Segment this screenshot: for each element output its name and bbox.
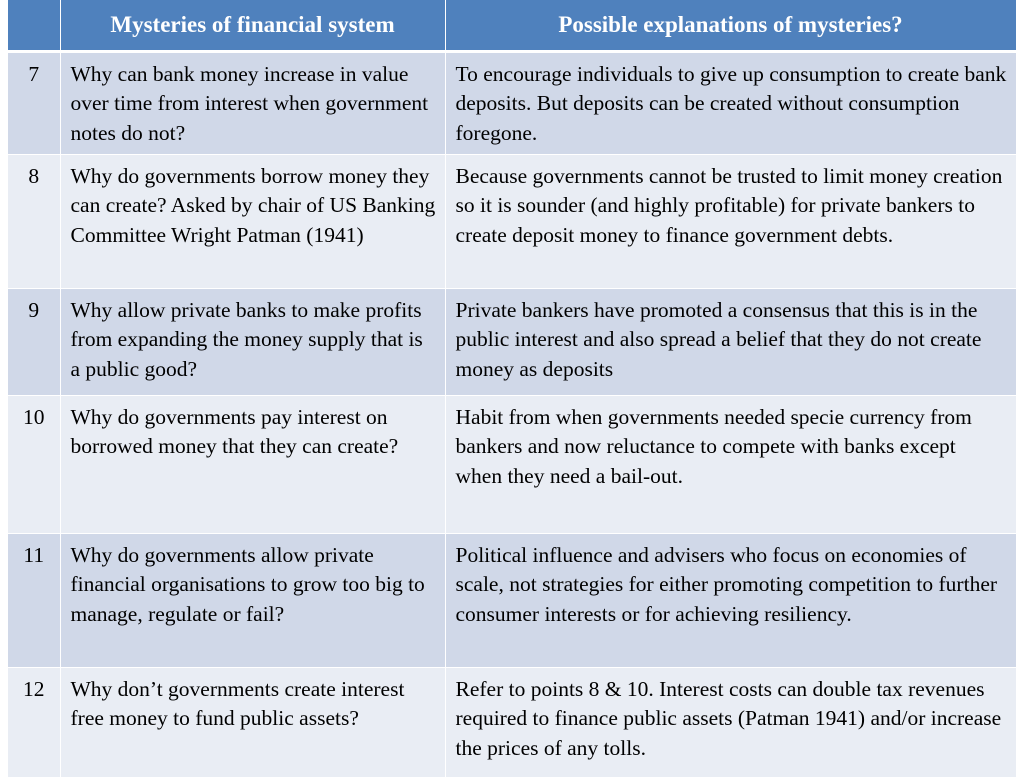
mystery-explanation: Refer to points 8 & 10. Interest costs can double tax revenues required to finance public assets (Patman 1941) and/or increase the prices of any tolls. [445,667,1016,777]
mystery-question: Why can bank money increase in value over time from interest when government notes do not? [60,51,445,154]
mysteries-table [8,0,1017,778]
table-row [8,395,1016,533]
table-row [8,288,1016,395]
header-row [8,0,1016,51]
mystery-explanation: Habit from when governments needed specie currency from bankers and now reluctance to compete with banks except when they need a bail-out. [445,395,1016,533]
mystery-explanation: Because governments cannot be trusted to limit money creation so it is sounder (and highly profitable) for private bankers to create deposit money to finance government debts. [445,154,1016,288]
header-explanations: Possible explanations of mysteries? [445,0,1016,51]
header-mysteries: Mysteries of financial system [60,0,445,51]
row-number: 10 [8,395,60,533]
mystery-question: Why do governments borrow money they can create? Asked by chair of US Banking Committee Wright Patman (1941) [60,154,445,288]
mystery-question: Why do governments allow private financial organisations to grow too big to manage, regulate or fail? [60,533,445,667]
mystery-explanation: Political influence and advisers who focus on economies of scale, not strategies for either promoting competition to further consumer interests or for achieving resiliency. [445,533,1016,667]
row-number: 12 [8,667,60,777]
mystery-question: Why do governments pay interest on borrowed money that they can create? [60,395,445,533]
mystery-question: Why don’t governments create interest free money to fund public assets? [60,667,445,777]
row-number: 9 [8,288,60,395]
table-row [8,667,1016,777]
row-number: 11 [8,533,60,667]
table-row [8,533,1016,667]
table-row [8,51,1016,154]
header-number [8,0,60,51]
row-number: 7 [8,51,60,154]
table-row [8,154,1016,288]
row-number: 8 [8,154,60,288]
mystery-explanation: To encourage individuals to give up consumption to create bank deposits. But deposits can be created without consumption foregone. [445,51,1016,154]
mystery-question: Why allow private banks to make profits from expanding the money supply that is a public good? [60,288,445,395]
mystery-explanation: Private bankers have promoted a consensus that this is in the public interest and also spread a belief that they do not create money as deposits [445,288,1016,395]
